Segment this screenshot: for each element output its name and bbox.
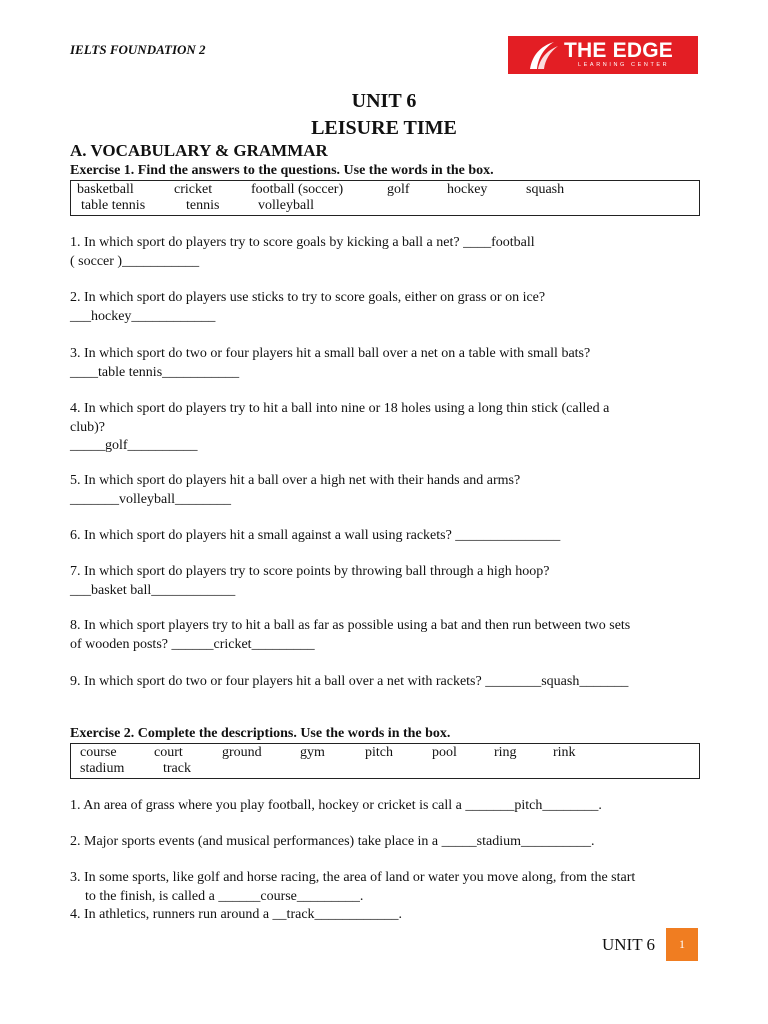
exercise2-word-box (70, 743, 700, 779)
description-text: 3. In some sports, like golf and horse racing, the area of land or water you move along, from the start (70, 870, 636, 885)
word-volleyball: volleyball (258, 198, 314, 213)
description-text-cont: to the finish, is called a ______course_________. (85, 888, 364, 904)
word-basketball: basketball (77, 182, 134, 197)
word-ring: ring (494, 745, 517, 760)
question-text: 7. In which sport do players try to score points by throwing ball through a high hoop? (70, 564, 550, 579)
word-pool: pool (432, 745, 457, 760)
section-heading: A. VOCABULARY & GRAMMAR (70, 141, 328, 160)
word-ground: ground (222, 745, 262, 760)
question-6 (70, 527, 705, 546)
question-2 (70, 289, 705, 326)
logo-title: THE EDGE (564, 39, 673, 62)
word-gym: gym (300, 745, 325, 760)
question-text: 9. In which sport do two or four players hit a ball over a net with rackets? ________squash_______ (70, 674, 629, 689)
word-course: course (80, 745, 117, 760)
question-4 (70, 400, 705, 456)
the-edge-logo (508, 36, 698, 74)
question-text: 4. In which sport do players try to hit a ball into nine or 18 holes using a long thin stick (called a (70, 401, 610, 416)
question-7 (70, 563, 705, 600)
logo-subtitle: LEARNING CENTER (578, 62, 670, 68)
word-pitch: pitch (365, 745, 393, 760)
unit-title: UNIT 6 (351, 90, 417, 112)
answer-line: ( soccer )___________ (70, 253, 200, 269)
answer-line: _______volleyball________ (70, 491, 231, 507)
answer-line: _____golf__________ (70, 438, 198, 453)
answer-line: ___basket ball____________ (70, 582, 236, 598)
question-text: 5. In which sport do players hit a ball over a high net with their hands and arms? (70, 473, 521, 488)
description-2 (70, 833, 705, 852)
description-text: 2. Major sports events (and musical performances) take place in a _____stadium__________. (70, 834, 595, 849)
exercise1-instruction: Exercise 1. Find the answers to the questions. Use the words in the box. (70, 163, 494, 178)
word-cricket: cricket (174, 182, 213, 197)
description-3 (70, 869, 705, 906)
exercise2-instruction: Exercise 2. Complete the descriptions. Use the words in the box. (70, 726, 451, 741)
answer-line: of wooden posts? ______cricket_________ (70, 636, 315, 652)
footer-unit-label: UNIT 6 (602, 935, 656, 954)
course-header: IELTS FOUNDATION 2 (70, 42, 206, 57)
answer-line: ___hockey____________ (70, 308, 216, 324)
word-squash: squash (526, 182, 565, 197)
question-3 (70, 345, 705, 382)
description-text: 1. An area of grass where you play football, hockey or cricket is call a _______pitch________. (70, 798, 602, 813)
question-9 (70, 673, 705, 692)
swoosh-icon (526, 40, 562, 70)
question-text-cont: club)? (70, 419, 105, 435)
word-golf: golf (387, 182, 410, 197)
answer-line: ____table tennis___________ (70, 364, 240, 380)
question-8 (70, 617, 705, 654)
word-tennis: tennis (186, 198, 220, 213)
question-1 (70, 234, 705, 271)
page-number-badge: 1 (666, 928, 698, 961)
question-text: 1. In which sport do players try to score goals by kicking a ball a net? ____football (70, 235, 535, 250)
question-5 (70, 472, 705, 509)
question-text: 3. In which sport do two or four players hit a small ball over a net on a table with small bats? (70, 346, 591, 361)
word-stadium: stadium (80, 761, 125, 776)
description-4 (70, 906, 705, 925)
question-text: 2. In which sport do players use sticks to try to score goals, either on grass or on ice? (70, 290, 546, 305)
unit-subtitle: LEISURE TIME (311, 117, 457, 139)
question-text: 8. In which sport players try to hit a ball as far as possible using a bat and then run between two sets (70, 618, 631, 633)
word-hockey: hockey (447, 182, 488, 197)
description-text: 4. In athletics, runners run around a __track____________. (70, 907, 403, 922)
exercise1-word-box (70, 180, 700, 216)
word-table-tennis: table tennis (81, 198, 146, 213)
question-text: 6. In which sport do players hit a small against a wall using rackets? _______________ (70, 528, 561, 543)
word-football: football (soccer) (251, 182, 344, 197)
word-rink: rink (553, 745, 576, 760)
word-track: track (163, 761, 191, 776)
word-court: court (154, 745, 183, 760)
description-1 (70, 797, 705, 816)
